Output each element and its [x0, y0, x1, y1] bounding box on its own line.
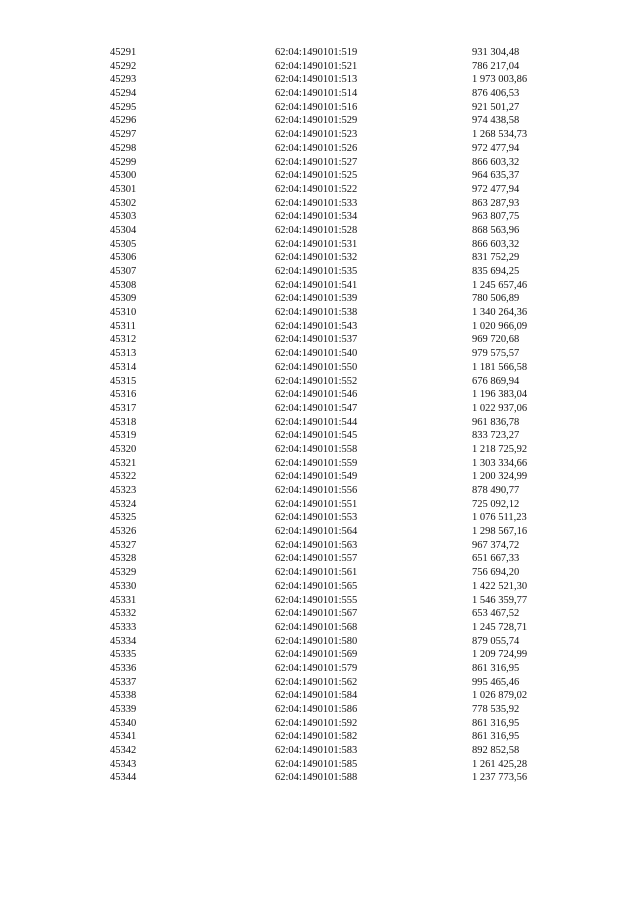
cadastral-value: 1 298 567,16: [472, 526, 528, 538]
table-row: [0, 539, 640, 553]
table-row: [0, 511, 640, 525]
row-number: 45315: [110, 375, 137, 387]
row-number: 45337: [110, 676, 137, 688]
table-row: [0, 429, 640, 443]
cadastral-number: 62:04:1490101:586: [275, 704, 358, 715]
cadastral-value: 979 575,57: [472, 348, 520, 360]
row-number: 45342: [110, 745, 137, 757]
table-row: [0, 689, 640, 703]
cadastral-number: 62:04:1490101:585: [275, 758, 358, 770]
cadastral-number: 62:04:1490101:549: [275, 471, 358, 483]
cadastral-number: 62:04:1490101:557: [275, 553, 358, 565]
cadastral-number: 62:04:1490101:540: [275, 348, 358, 360]
table-row: [0, 648, 640, 662]
cadastral-number: 62:04:1490101:567: [275, 608, 358, 620]
row-number: 45309: [110, 293, 137, 305]
cadastral-value: 879 055,74: [472, 635, 520, 647]
cadastral-number: 62:04:1490101:562: [275, 676, 358, 688]
row-number: 45316: [110, 389, 137, 401]
cadastral-value-table: [0, 46, 640, 785]
table-row: [0, 361, 640, 375]
cadastral-number: 62:04:1490101:527: [275, 156, 358, 168]
cadastral-value: 835 694,25: [472, 266, 520, 277]
cadastral-value: 1 245 657,46: [472, 279, 528, 291]
cadastral-number: 62:04:1490101:583: [275, 745, 358, 757]
cadastral-number: 62:04:1490101:582: [275, 731, 358, 743]
table-row: [0, 525, 640, 539]
cadastral-value: 833 723,27: [472, 430, 520, 442]
table-row: [0, 758, 640, 772]
row-number: 45297: [110, 129, 137, 141]
row-number: 45294: [110, 88, 137, 100]
cadastral-number: 62:04:1490101:523: [275, 129, 358, 141]
cadastral-value: 1 218 725,92: [472, 443, 528, 455]
cadastral-number: 62:04:1490101:550: [275, 361, 358, 373]
cadastral-value: 866 603,32: [472, 156, 520, 168]
cadastral-number: 62:04:1490101:513: [275, 74, 358, 86]
row-number: 45336: [110, 662, 137, 674]
row-number: 45310: [110, 307, 137, 319]
row-number: 45301: [110, 183, 137, 195]
row-number: 45317: [110, 402, 137, 414]
cadastral-value: 995 465,46: [472, 676, 520, 688]
cadastral-number: 62:04:1490101:545: [275, 430, 358, 442]
cadastral-number: 62:04:1490101:592: [275, 717, 358, 729]
table-row: [0, 114, 640, 128]
table-row: [0, 306, 640, 320]
cadastral-number: 62:04:1490101:516: [275, 101, 358, 113]
table-row: [0, 169, 640, 183]
row-number: 45306: [110, 252, 137, 264]
cadastral-value: 778 535,92: [472, 704, 520, 715]
cadastral-number: 62:04:1490101:579: [275, 662, 358, 674]
cadastral-number: 62:04:1490101:561: [275, 567, 358, 579]
cadastral-value: 967 374,72: [472, 539, 520, 551]
cadastral-value: 969 720,68: [472, 334, 520, 346]
row-number: 45319: [110, 430, 137, 442]
row-number: 45323: [110, 485, 137, 496]
row-number: 45314: [110, 361, 137, 373]
table-row: [0, 484, 640, 498]
cadastral-value: 892 852,58: [472, 745, 520, 757]
cadastral-number: 62:04:1490101:539: [275, 293, 358, 305]
table-row: [0, 265, 640, 279]
table-row: [0, 662, 640, 676]
table-row: [0, 101, 640, 115]
cadastral-number: 62:04:1490101:556: [275, 485, 358, 496]
cadastral-number: 62:04:1490101:563: [275, 539, 358, 551]
cadastral-number: 62:04:1490101:543: [275, 320, 358, 332]
cadastral-value: 780 506,89: [472, 293, 520, 305]
row-number: 45291: [110, 47, 137, 58]
row-number: 45330: [110, 580, 137, 592]
row-number: 45341: [110, 731, 137, 743]
cadastral-value: 1 546 359,77: [472, 594, 528, 606]
cadastral-number: 62:04:1490101:553: [275, 512, 358, 524]
cadastral-value: 786 217,04: [472, 60, 520, 72]
cadastral-number: 62:04:1490101:519: [275, 47, 358, 58]
cadastral-number: 62:04:1490101:580: [275, 635, 358, 647]
cadastral-value: 756 694,20: [472, 567, 520, 579]
cadastral-number: 62:04:1490101:526: [275, 142, 358, 154]
cadastral-number: 62:04:1490101:564: [275, 526, 358, 538]
cadastral-value: 831 752,29: [472, 252, 520, 264]
row-number: 45307: [110, 266, 137, 277]
table-row: [0, 60, 640, 74]
cadastral-number: 62:04:1490101:541: [275, 279, 358, 291]
table-row: [0, 224, 640, 238]
row-number: 45318: [110, 416, 137, 428]
row-number: 45320: [110, 443, 137, 455]
table-row: [0, 251, 640, 265]
cadastral-value: 972 477,94: [472, 142, 520, 154]
row-number: 45299: [110, 156, 137, 168]
cadastral-number: 62:04:1490101:547: [275, 402, 358, 414]
cadastral-value: 921 501,27: [472, 101, 520, 113]
cadastral-number: 62:04:1490101:532: [275, 252, 358, 264]
table-row: [0, 333, 640, 347]
row-number: 45334: [110, 635, 137, 647]
row-number: 45327: [110, 539, 137, 551]
cadastral-value: 876 406,53: [472, 88, 520, 100]
cadastral-value: 1 200 324,99: [472, 471, 528, 483]
row-number: 45305: [110, 238, 137, 250]
cadastral-value: 866 603,32: [472, 238, 520, 250]
table-row: [0, 279, 640, 293]
row-number: 45331: [110, 594, 137, 606]
row-number: 45343: [110, 758, 137, 770]
table-row: [0, 566, 640, 580]
table-row: [0, 594, 640, 608]
table-row: [0, 457, 640, 471]
table-row: [0, 443, 640, 457]
row-number: 45324: [110, 498, 137, 510]
cadastral-value: 1 022 937,06: [472, 402, 528, 414]
cadastral-value: 1 261 425,28: [472, 758, 528, 770]
cadastral-value: 878 490,77: [472, 485, 520, 496]
row-number: 45292: [110, 60, 137, 72]
table-row: [0, 73, 640, 87]
cadastral-value: 1 303 334,66: [472, 457, 528, 469]
cadastral-number: 62:04:1490101:569: [275, 649, 358, 661]
cadastral-number: 62:04:1490101:552: [275, 375, 358, 387]
table-row: [0, 156, 640, 170]
table-row: [0, 771, 640, 785]
row-number: 45333: [110, 621, 137, 633]
cadastral-value: 1 026 879,02: [472, 690, 528, 702]
row-number: 45325: [110, 512, 137, 524]
row-number: 45304: [110, 224, 137, 236]
cadastral-value: 974 438,58: [472, 115, 520, 127]
table-row: [0, 416, 640, 430]
row-number: 45308: [110, 279, 137, 291]
row-number: 45329: [110, 567, 137, 579]
cadastral-number: 62:04:1490101:544: [275, 416, 358, 428]
cadastral-value: 1 209 724,99: [472, 649, 528, 661]
cadastral-value: 653 467,52: [472, 608, 520, 620]
table-row: [0, 703, 640, 717]
row-number: 45335: [110, 649, 137, 661]
cadastral-value: 868 563,96: [472, 224, 520, 236]
cadastral-value: 1 340 264,36: [472, 307, 528, 319]
table-row: [0, 46, 640, 60]
cadastral-number: 62:04:1490101:551: [275, 498, 358, 510]
cadastral-value: 1 237 773,56: [472, 772, 528, 784]
cadastral-value: 1 076 511,23: [472, 512, 527, 524]
cadastral-value: 1 973 003,86: [472, 74, 528, 86]
cadastral-value: 972 477,94: [472, 183, 520, 195]
table-row: [0, 730, 640, 744]
table-row: [0, 607, 640, 621]
table-row: [0, 621, 640, 635]
table-row: [0, 552, 640, 566]
row-number: 45340: [110, 717, 137, 729]
table-row: [0, 128, 640, 142]
row-number: 45302: [110, 197, 137, 209]
row-number: 45313: [110, 348, 137, 360]
row-number: 45322: [110, 471, 137, 483]
cadastral-number: 62:04:1490101:559: [275, 457, 358, 469]
cadastral-number: 62:04:1490101:584: [275, 690, 358, 702]
cadastral-value: 1 181 566,58: [472, 361, 528, 373]
cadastral-number: 62:04:1490101:514: [275, 88, 358, 100]
table-row: [0, 197, 640, 211]
table-row: [0, 388, 640, 402]
row-number: 45303: [110, 211, 137, 223]
cadastral-number: 62:04:1490101:534: [275, 211, 358, 223]
cadastral-number: 62:04:1490101:521: [275, 60, 358, 72]
cadastral-value: 961 836,78: [472, 416, 520, 428]
cadastral-number: 62:04:1490101:525: [275, 170, 358, 182]
row-number: 45312: [110, 334, 137, 346]
table-row: [0, 676, 640, 690]
table-row: [0, 87, 640, 101]
cadastral-value: 964 635,37: [472, 170, 520, 182]
table-row: [0, 375, 640, 389]
cadastral-value: 861 316,95: [472, 717, 520, 729]
cadastral-value: 1 245 728,71: [472, 621, 528, 633]
cadastral-number: 62:04:1490101:522: [275, 183, 358, 195]
table-row: [0, 238, 640, 252]
row-number: 45339: [110, 704, 137, 715]
table-row: [0, 142, 640, 156]
cadastral-value: 1 268 534,73: [472, 129, 528, 141]
row-number: 45328: [110, 553, 137, 565]
cadastral-value: 861 316,95: [472, 731, 520, 743]
cadastral-number: 62:04:1490101:531: [275, 238, 358, 250]
table-row: [0, 470, 640, 484]
row-number: 45300: [110, 170, 137, 182]
row-number: 45295: [110, 101, 137, 113]
cadastral-number: 62:04:1490101:546: [275, 389, 358, 401]
cadastral-value: 1 020 966,09: [472, 320, 528, 332]
row-number: 45293: [110, 74, 137, 86]
cadastral-value: 861 316,95: [472, 662, 520, 674]
table-row: [0, 183, 640, 197]
table-row: [0, 292, 640, 306]
row-number: 45338: [110, 690, 137, 702]
row-number: 45298: [110, 142, 137, 154]
row-number: 45326: [110, 526, 137, 538]
table-row: [0, 347, 640, 361]
cadastral-number: 62:04:1490101:533: [275, 197, 358, 209]
cadastral-number: 62:04:1490101:529: [275, 115, 358, 127]
cadastral-value: 863 287,93: [472, 197, 520, 209]
cadastral-number: 62:04:1490101:588: [275, 772, 358, 784]
table-row: [0, 320, 640, 334]
cadastral-number: 62:04:1490101:535: [275, 266, 358, 277]
cadastral-number: 62:04:1490101:538: [275, 307, 358, 319]
cadastral-number: 62:04:1490101:568: [275, 621, 358, 633]
cadastral-number: 62:04:1490101:565: [275, 580, 358, 592]
table-row: [0, 635, 640, 649]
row-number: 45321: [110, 457, 137, 469]
table-row: [0, 210, 640, 224]
row-number: 45332: [110, 608, 137, 620]
cadastral-value: 651 667,33: [472, 553, 520, 565]
table-row: [0, 498, 640, 512]
cadastral-number: 62:04:1490101:558: [275, 443, 358, 455]
table-row: [0, 580, 640, 594]
cadastral-value: 1 422 521,30: [472, 580, 528, 592]
cadastral-value: 1 196 383,04: [472, 389, 528, 401]
row-number: 45344: [110, 772, 137, 784]
cadastral-value: 963 807,75: [472, 211, 520, 223]
cadastral-number: 62:04:1490101:528: [275, 224, 358, 236]
cadastral-number: 62:04:1490101:537: [275, 334, 358, 346]
table-row: [0, 744, 640, 758]
table-row: [0, 717, 640, 731]
cadastral-value: 676 869,94: [472, 375, 520, 387]
table-row: [0, 402, 640, 416]
cadastral-value: 725 092,12: [472, 498, 520, 510]
cadastral-number: 62:04:1490101:555: [275, 594, 358, 606]
row-number: 45311: [110, 320, 136, 332]
cadastral-value: 931 304,48: [472, 47, 520, 58]
row-number: 45296: [110, 115, 137, 127]
